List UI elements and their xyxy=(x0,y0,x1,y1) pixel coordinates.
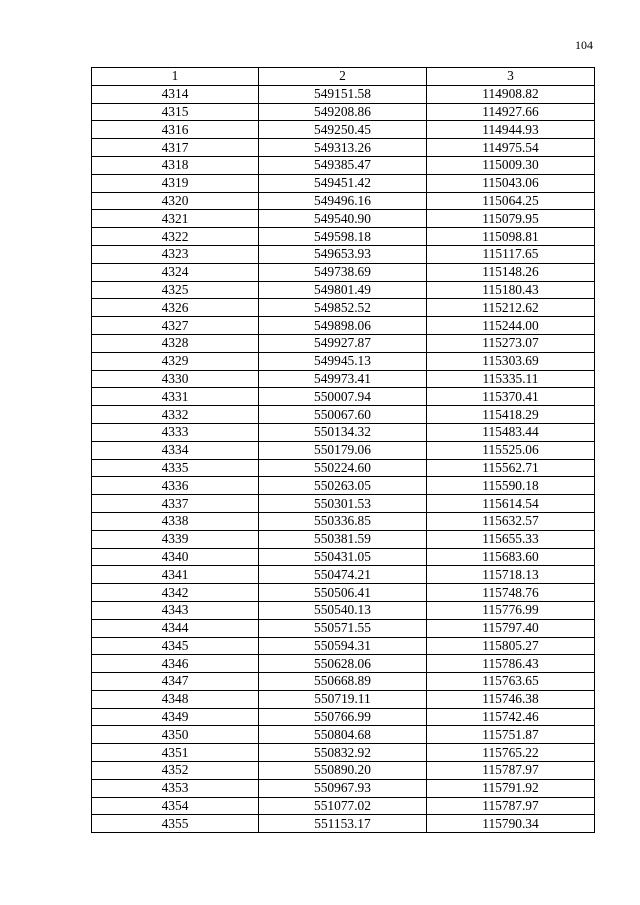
x-coordinate-cell: 550336.85 xyxy=(259,512,427,530)
y-coordinate-cell: 115748.76 xyxy=(427,584,595,602)
table-row xyxy=(92,601,595,619)
column-header-3: 3 xyxy=(427,68,595,86)
y-coordinate-cell: 115655.33 xyxy=(427,530,595,548)
table-row xyxy=(92,121,595,139)
page-number: 104 xyxy=(575,38,593,52)
point-number-cell: 4319 xyxy=(92,174,259,192)
point-number-cell: 4345 xyxy=(92,637,259,655)
x-coordinate-cell: 550628.06 xyxy=(259,655,427,673)
point-number-cell: 4318 xyxy=(92,156,259,174)
y-coordinate-cell: 115683.60 xyxy=(427,548,595,566)
point-number-cell: 4351 xyxy=(92,744,259,762)
point-number-cell: 4321 xyxy=(92,210,259,228)
x-coordinate-cell: 550301.53 xyxy=(259,495,427,513)
x-coordinate-cell: 549927.87 xyxy=(259,334,427,352)
point-number-cell: 4314 xyxy=(92,85,259,103)
y-coordinate-cell: 115805.27 xyxy=(427,637,595,655)
table-row xyxy=(92,726,595,744)
x-coordinate-cell: 550571.55 xyxy=(259,619,427,637)
table-row xyxy=(92,210,595,228)
point-number-cell: 4350 xyxy=(92,726,259,744)
table-row xyxy=(92,797,595,815)
point-number-cell: 4355 xyxy=(92,815,259,833)
y-coordinate-cell: 115787.97 xyxy=(427,762,595,780)
table-row xyxy=(92,423,595,441)
y-coordinate-cell: 115765.22 xyxy=(427,744,595,762)
y-coordinate-cell: 115751.87 xyxy=(427,726,595,744)
y-coordinate-cell: 115562.71 xyxy=(427,459,595,477)
table-row xyxy=(92,744,595,762)
x-coordinate-cell: 549250.45 xyxy=(259,121,427,139)
y-coordinate-cell: 115718.13 xyxy=(427,566,595,584)
y-coordinate-cell: 115273.07 xyxy=(427,334,595,352)
y-coordinate-cell: 115632.57 xyxy=(427,512,595,530)
x-coordinate-cell: 550594.31 xyxy=(259,637,427,655)
x-coordinate-cell: 549313.26 xyxy=(259,139,427,157)
table-row xyxy=(92,263,595,281)
point-number-cell: 4316 xyxy=(92,121,259,139)
point-number-cell: 4320 xyxy=(92,192,259,210)
y-coordinate-cell: 115303.69 xyxy=(427,352,595,370)
table-row xyxy=(92,584,595,602)
table-body xyxy=(92,85,595,832)
y-coordinate-cell: 115525.06 xyxy=(427,441,595,459)
y-coordinate-cell: 115614.54 xyxy=(427,495,595,513)
table-row xyxy=(92,548,595,566)
y-coordinate-cell: 115335.11 xyxy=(427,370,595,388)
table-row xyxy=(92,174,595,192)
point-number-cell: 4339 xyxy=(92,530,259,548)
table-row xyxy=(92,192,595,210)
y-coordinate-cell: 115786.43 xyxy=(427,655,595,673)
header-row xyxy=(92,68,595,86)
table-row xyxy=(92,637,595,655)
x-coordinate-cell: 550474.21 xyxy=(259,566,427,584)
table-row xyxy=(92,388,595,406)
point-number-cell: 4341 xyxy=(92,566,259,584)
y-coordinate-cell: 115370.41 xyxy=(427,388,595,406)
x-coordinate-cell: 549945.13 xyxy=(259,352,427,370)
table-row xyxy=(92,673,595,691)
y-coordinate-cell: 115079.95 xyxy=(427,210,595,228)
table-row xyxy=(92,495,595,513)
table-row xyxy=(92,299,595,317)
point-number-cell: 4334 xyxy=(92,441,259,459)
table-row xyxy=(92,566,595,584)
point-number-cell: 4338 xyxy=(92,512,259,530)
table-row xyxy=(92,228,595,246)
x-coordinate-cell: 549852.52 xyxy=(259,299,427,317)
table-row xyxy=(92,762,595,780)
point-number-cell: 4342 xyxy=(92,584,259,602)
y-coordinate-cell: 115483.44 xyxy=(427,423,595,441)
y-coordinate-cell: 114975.54 xyxy=(427,139,595,157)
table-row xyxy=(92,370,595,388)
table-row xyxy=(92,406,595,424)
point-number-cell: 4325 xyxy=(92,281,259,299)
y-coordinate-cell: 115791.92 xyxy=(427,779,595,797)
y-coordinate-cell: 115797.40 xyxy=(427,619,595,637)
x-coordinate-cell: 549385.47 xyxy=(259,156,427,174)
point-number-cell: 4324 xyxy=(92,263,259,281)
x-coordinate-cell: 549801.49 xyxy=(259,281,427,299)
x-coordinate-cell: 550832.92 xyxy=(259,744,427,762)
table-row xyxy=(92,477,595,495)
point-number-cell: 4330 xyxy=(92,370,259,388)
point-number-cell: 4344 xyxy=(92,619,259,637)
table-row xyxy=(92,85,595,103)
y-coordinate-cell: 115746.38 xyxy=(427,690,595,708)
y-coordinate-cell: 115787.97 xyxy=(427,797,595,815)
table-row xyxy=(92,690,595,708)
y-coordinate-cell: 115418.29 xyxy=(427,406,595,424)
point-number-cell: 4343 xyxy=(92,601,259,619)
y-coordinate-cell: 115043.06 xyxy=(427,174,595,192)
table-row xyxy=(92,317,595,335)
table-row xyxy=(92,352,595,370)
y-coordinate-cell: 115763.65 xyxy=(427,673,595,691)
table-row xyxy=(92,655,595,673)
x-coordinate-cell: 550719.11 xyxy=(259,690,427,708)
x-coordinate-cell: 550381.59 xyxy=(259,530,427,548)
table-row xyxy=(92,245,595,263)
x-coordinate-cell: 550804.68 xyxy=(259,726,427,744)
table-row xyxy=(92,103,595,121)
y-coordinate-cell: 115742.46 xyxy=(427,708,595,726)
x-coordinate-cell: 550540.13 xyxy=(259,601,427,619)
point-number-cell: 4331 xyxy=(92,388,259,406)
column-header-2: 2 xyxy=(259,68,427,86)
x-coordinate-cell: 550506.41 xyxy=(259,584,427,602)
table-row xyxy=(92,156,595,174)
point-number-cell: 4346 xyxy=(92,655,259,673)
x-coordinate-cell: 550431.05 xyxy=(259,548,427,566)
x-coordinate-cell: 549151.58 xyxy=(259,85,427,103)
x-coordinate-cell: 550224.60 xyxy=(259,459,427,477)
point-number-cell: 4328 xyxy=(92,334,259,352)
point-number-cell: 4332 xyxy=(92,406,259,424)
y-coordinate-cell: 115244.00 xyxy=(427,317,595,335)
y-coordinate-cell: 115064.25 xyxy=(427,192,595,210)
x-coordinate-cell: 551077.02 xyxy=(259,797,427,815)
y-coordinate-cell: 114908.82 xyxy=(427,85,595,103)
x-coordinate-cell: 549738.69 xyxy=(259,263,427,281)
table-row xyxy=(92,530,595,548)
point-number-cell: 4347 xyxy=(92,673,259,691)
x-coordinate-cell: 549898.06 xyxy=(259,317,427,335)
table-row xyxy=(92,815,595,833)
table-row xyxy=(92,334,595,352)
x-coordinate-cell: 549598.18 xyxy=(259,228,427,246)
table-row xyxy=(92,619,595,637)
point-number-cell: 4337 xyxy=(92,495,259,513)
table-row xyxy=(92,779,595,797)
point-number-cell: 4349 xyxy=(92,708,259,726)
y-coordinate-cell: 115180.43 xyxy=(427,281,595,299)
x-coordinate-cell: 550134.32 xyxy=(259,423,427,441)
point-number-cell: 4353 xyxy=(92,779,259,797)
y-coordinate-cell: 114927.66 xyxy=(427,103,595,121)
point-number-cell: 4327 xyxy=(92,317,259,335)
table-row xyxy=(92,708,595,726)
point-number-cell: 4335 xyxy=(92,459,259,477)
table-header xyxy=(92,68,595,86)
table-row xyxy=(92,441,595,459)
x-coordinate-cell: 549208.86 xyxy=(259,103,427,121)
y-coordinate-cell: 115776.99 xyxy=(427,601,595,619)
point-number-cell: 4326 xyxy=(92,299,259,317)
point-number-cell: 4323 xyxy=(92,245,259,263)
x-coordinate-cell: 550263.05 xyxy=(259,477,427,495)
x-coordinate-cell: 550766.99 xyxy=(259,708,427,726)
x-coordinate-cell: 550067.60 xyxy=(259,406,427,424)
x-coordinate-cell: 550179.06 xyxy=(259,441,427,459)
y-coordinate-cell: 115098.81 xyxy=(427,228,595,246)
point-number-cell: 4329 xyxy=(92,352,259,370)
y-coordinate-cell: 115590.18 xyxy=(427,477,595,495)
x-coordinate-cell: 549496.16 xyxy=(259,192,427,210)
table-row xyxy=(92,459,595,477)
y-coordinate-cell: 115148.26 xyxy=(427,263,595,281)
point-number-cell: 4354 xyxy=(92,797,259,815)
x-coordinate-cell: 550967.93 xyxy=(259,779,427,797)
coordinates-table xyxy=(91,67,595,833)
x-coordinate-cell: 550890.20 xyxy=(259,762,427,780)
x-coordinate-cell: 549451.42 xyxy=(259,174,427,192)
table-row xyxy=(92,512,595,530)
column-header-1: 1 xyxy=(92,68,259,86)
x-coordinate-cell: 549653.93 xyxy=(259,245,427,263)
point-number-cell: 4317 xyxy=(92,139,259,157)
x-coordinate-cell: 551153.17 xyxy=(259,815,427,833)
y-coordinate-cell: 115790.34 xyxy=(427,815,595,833)
x-coordinate-cell: 549540.90 xyxy=(259,210,427,228)
point-number-cell: 4333 xyxy=(92,423,259,441)
point-number-cell: 4352 xyxy=(92,762,259,780)
y-coordinate-cell: 115117.65 xyxy=(427,245,595,263)
point-number-cell: 4336 xyxy=(92,477,259,495)
x-coordinate-cell: 550668.89 xyxy=(259,673,427,691)
point-number-cell: 4315 xyxy=(92,103,259,121)
x-coordinate-cell: 550007.94 xyxy=(259,388,427,406)
y-coordinate-cell: 114944.93 xyxy=(427,121,595,139)
y-coordinate-cell: 115212.62 xyxy=(427,299,595,317)
table-row xyxy=(92,281,595,299)
point-number-cell: 4322 xyxy=(92,228,259,246)
table-row xyxy=(92,139,595,157)
x-coordinate-cell: 549973.41 xyxy=(259,370,427,388)
y-coordinate-cell: 115009.30 xyxy=(427,156,595,174)
point-number-cell: 4340 xyxy=(92,548,259,566)
point-number-cell: 4348 xyxy=(92,690,259,708)
